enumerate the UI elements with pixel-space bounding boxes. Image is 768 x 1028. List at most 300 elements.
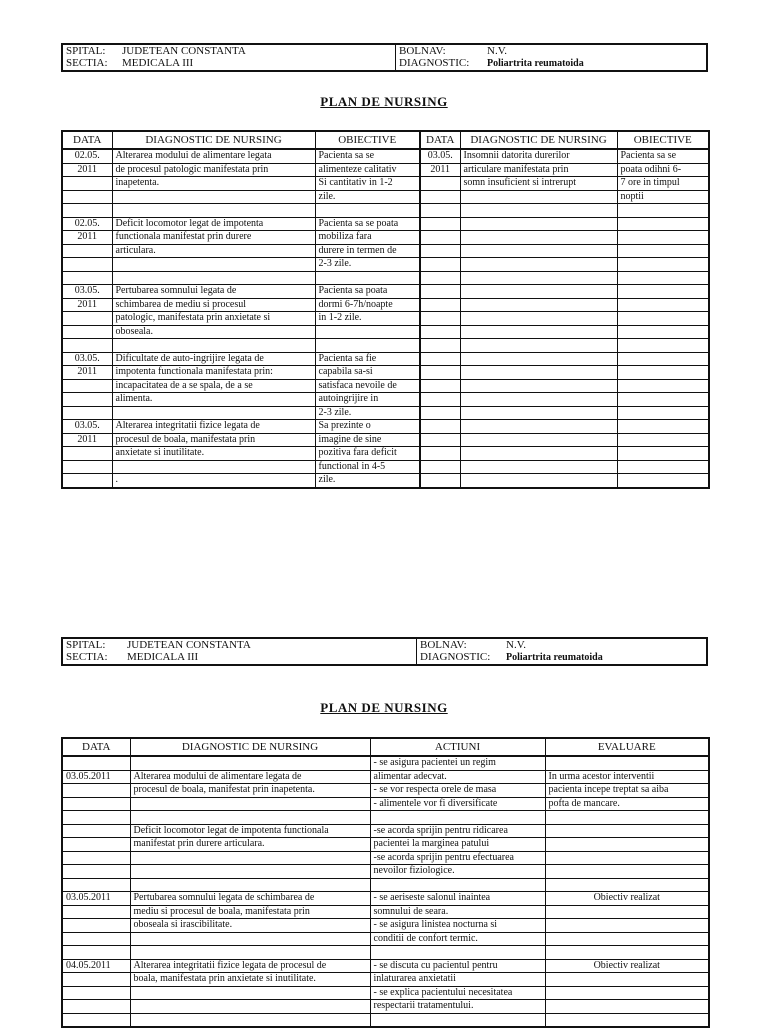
table-cell: 04.05.2011 xyxy=(62,959,130,973)
table-row xyxy=(62,946,709,960)
table-cell: procesul de boala, manifestat prin inapetenta. xyxy=(130,784,370,798)
table-cell xyxy=(545,824,709,838)
table-cell xyxy=(420,460,460,474)
table-row xyxy=(62,865,709,879)
column-header: OBIECTIVE xyxy=(617,131,709,149)
column-header: DIAGNOSTIC DE NURSING xyxy=(460,131,617,149)
table-cell xyxy=(545,851,709,865)
table-cell: Obiectiv realizat xyxy=(545,959,709,973)
table-cell xyxy=(130,865,370,879)
table-cell xyxy=(420,406,460,420)
table-cell xyxy=(62,460,112,474)
table-cell xyxy=(617,474,709,488)
table-row xyxy=(62,352,709,366)
table-cell xyxy=(62,919,130,933)
table-cell: Alterarea integritatii fizice legata de procesul de xyxy=(130,959,370,973)
table-cell xyxy=(420,312,460,326)
table-cell: - se discuta cu pacientul pentru xyxy=(370,959,545,973)
table-cell: inlaturarea anxietatii xyxy=(370,973,545,987)
table-cell: - alimentele vor fi diversificate xyxy=(370,797,545,811)
table-row xyxy=(62,298,709,312)
table-cell xyxy=(62,474,112,488)
hospital-label: SPITAL: xyxy=(66,639,106,651)
table-cell: satisfaca nevoile de xyxy=(315,379,420,393)
table-cell xyxy=(112,190,315,204)
table-cell xyxy=(460,325,617,339)
diagnosis-label: DIAGNOSTIC: xyxy=(396,57,485,71)
table-cell: autoingrijire in xyxy=(315,393,420,407)
header-box-2 xyxy=(61,637,708,666)
table-row xyxy=(62,770,709,784)
table-cell xyxy=(420,393,460,407)
table-cell xyxy=(460,285,617,299)
table-cell xyxy=(617,433,709,447)
table-cell xyxy=(62,784,130,798)
table-cell xyxy=(112,204,315,218)
table-cell xyxy=(62,1000,130,1014)
table-cell xyxy=(62,865,130,879)
table-cell: Obiectiv realizat xyxy=(545,892,709,906)
table-cell xyxy=(370,811,545,825)
table-cell xyxy=(420,217,460,231)
table-cell xyxy=(545,1013,709,1027)
table-cell xyxy=(617,217,709,231)
table-cell: pozitiva fara deficit xyxy=(315,447,420,461)
table-row xyxy=(62,393,709,407)
table-cell: somn insuficient si intrerupt xyxy=(460,177,617,191)
table-cell xyxy=(545,1000,709,1014)
table-cell: Deficit locomotor legat de impotenta functionala xyxy=(130,824,370,838)
table-cell xyxy=(370,878,545,892)
table-cell: 03.05. xyxy=(420,149,460,163)
table-cell xyxy=(62,339,112,353)
table-cell: 2011 xyxy=(62,433,112,447)
table-cell: 03.05.2011 xyxy=(62,892,130,906)
column-header: EVALUARE xyxy=(545,738,709,756)
table-row xyxy=(62,217,709,231)
table-cell xyxy=(130,986,370,1000)
table-cell: 03.05.2011 xyxy=(62,770,130,784)
table-cell xyxy=(130,1013,370,1027)
table-cell xyxy=(62,973,130,987)
table-cell: - se asigura linistea nocturna si xyxy=(370,919,545,933)
table-cell: 2011 xyxy=(62,298,112,312)
table-cell xyxy=(545,905,709,919)
table-cell: dormi 6-7h/noapte xyxy=(315,298,420,312)
section-value: MEDICALA III xyxy=(127,651,199,663)
table-cell xyxy=(315,204,420,218)
table-cell xyxy=(545,919,709,933)
table-cell xyxy=(420,271,460,285)
column-header: DATA xyxy=(62,738,130,756)
table-cell: Pacienta sa se xyxy=(315,149,420,163)
diagnosis-label: DIAGNOSTIC: xyxy=(417,651,504,665)
table-cell: -se acorda sprijin pentru efectuarea xyxy=(370,851,545,865)
table-cell xyxy=(62,312,112,326)
table-cell: de procesul patologic manifestata prin xyxy=(112,163,315,177)
table-row xyxy=(62,190,709,204)
table-cell xyxy=(420,352,460,366)
table-cell: -se acorda sprijin pentru ridicarea xyxy=(370,824,545,838)
table-row xyxy=(62,784,709,798)
table-cell xyxy=(460,312,617,326)
table-row xyxy=(62,811,709,825)
table-cell: functionala manifestat prin durere xyxy=(112,231,315,245)
table-cell xyxy=(62,271,112,285)
table-cell xyxy=(62,447,112,461)
header-box-1 xyxy=(61,43,708,72)
table-cell: functional in 4-5 xyxy=(315,460,420,474)
table-row xyxy=(62,339,709,353)
table-cell: Dificultate de auto-ingrijire legata de xyxy=(112,352,315,366)
table-cell xyxy=(62,878,130,892)
table-cell xyxy=(62,258,112,272)
plan-title: PLAN DE NURSING xyxy=(320,94,448,109)
table-cell: zile. xyxy=(315,474,420,488)
table-cell xyxy=(460,271,617,285)
table-cell: mediu si procesul de boala, manifestata prin xyxy=(130,905,370,919)
table-cell xyxy=(130,878,370,892)
table-cell xyxy=(370,946,545,960)
table-row xyxy=(62,919,709,933)
table-cell: 02.05. xyxy=(62,217,112,231)
table-cell: Pertubarea somnului legata de xyxy=(112,285,315,299)
table-row xyxy=(62,244,709,258)
table-cell xyxy=(617,312,709,326)
table-cell: - se aeriseste salonul inaintea xyxy=(370,892,545,906)
table-row xyxy=(62,905,709,919)
table-row xyxy=(62,851,709,865)
table-cell: pacientei la marginea patului xyxy=(370,838,545,852)
table-cell: procesul de boala, manifestata prin xyxy=(112,433,315,447)
table-cell xyxy=(420,325,460,339)
table-cell xyxy=(130,946,370,960)
table-cell xyxy=(460,298,617,312)
section-label: SECTIA: xyxy=(66,651,108,663)
table-cell xyxy=(130,811,370,825)
table-cell xyxy=(112,460,315,474)
table-cell: noptii xyxy=(617,190,709,204)
table-cell xyxy=(420,433,460,447)
table-cell xyxy=(62,932,130,946)
table-cell xyxy=(460,217,617,231)
table-cell: mobiliza fara xyxy=(315,231,420,245)
table-cell: Pertubarea somnului legata de schimbarea de xyxy=(130,892,370,906)
table-row xyxy=(62,149,709,163)
table-cell: 2-3 zile. xyxy=(315,258,420,272)
table-cell: capabila sa-si xyxy=(315,366,420,380)
table-cell xyxy=(617,325,709,339)
table-cell: - se vor respecta orele de masa xyxy=(370,784,545,798)
column-header: OBIECTIVE xyxy=(315,131,420,149)
table-cell xyxy=(420,298,460,312)
table-cell: Pacienta sa poata xyxy=(315,285,420,299)
table-cell xyxy=(617,258,709,272)
table-row xyxy=(62,986,709,1000)
table-cell xyxy=(62,756,130,770)
table-cell xyxy=(420,244,460,258)
diagnosis-value: Poliartrita reumatoida xyxy=(506,652,603,663)
table-cell xyxy=(617,406,709,420)
table-cell xyxy=(315,271,420,285)
table-cell: 2011 xyxy=(420,163,460,177)
table-row xyxy=(62,204,709,218)
table-cell xyxy=(460,190,617,204)
patient-label: BOLNAV: xyxy=(417,638,504,651)
table-row xyxy=(62,447,709,461)
hospital-value: JUDETEAN CONSTANTA xyxy=(127,639,251,651)
table-row xyxy=(62,756,709,770)
patient-label: BOLNAV: xyxy=(396,44,485,57)
table-cell xyxy=(62,824,130,838)
table-cell: Si cantitativ in 1-2 xyxy=(315,177,420,191)
column-header: DATA xyxy=(62,131,112,149)
table-cell xyxy=(460,379,617,393)
table-cell xyxy=(460,352,617,366)
table-cell: nevoilor fiziologice. xyxy=(370,865,545,879)
table-cell xyxy=(617,420,709,434)
table-cell xyxy=(617,339,709,353)
table-cell xyxy=(62,905,130,919)
patient-value: N.V. xyxy=(506,639,526,651)
table-cell xyxy=(617,271,709,285)
table-row xyxy=(62,973,709,987)
table-row xyxy=(62,797,709,811)
table-cell xyxy=(617,379,709,393)
table-cell: impotenta functionala manifestata prin: xyxy=(112,366,315,380)
nursing-plan-table-objectives xyxy=(61,130,710,489)
table-cell xyxy=(617,285,709,299)
table-cell: 03.05. xyxy=(62,420,112,434)
table-row xyxy=(62,932,709,946)
table-row xyxy=(62,231,709,245)
table-cell: Alterarea modului de alimentare legata xyxy=(112,149,315,163)
table-cell xyxy=(460,433,617,447)
table-row xyxy=(62,460,709,474)
table-cell xyxy=(315,325,420,339)
column-header: DATA xyxy=(420,131,460,149)
table-row xyxy=(62,1000,709,1014)
table-cell: conditii de confort termic. xyxy=(370,932,545,946)
table-cell xyxy=(420,285,460,299)
table-row xyxy=(62,366,709,380)
table-cell: 2011 xyxy=(62,366,112,380)
table-cell xyxy=(460,244,617,258)
table-cell: 2011 xyxy=(62,163,112,177)
table-cell: oboseala si irascibilitate. xyxy=(130,919,370,933)
table-cell xyxy=(112,406,315,420)
table-cell xyxy=(617,231,709,245)
table-cell: Pacienta sa se xyxy=(617,149,709,163)
table-cell: Insomnii datorita durerilor xyxy=(460,149,617,163)
table-cell: - se asigura pacientei un regim xyxy=(370,756,545,770)
table-row xyxy=(62,474,709,488)
table-cell xyxy=(460,393,617,407)
table-cell xyxy=(545,756,709,770)
table-cell xyxy=(420,447,460,461)
table-row xyxy=(62,433,709,447)
table-cell: 03.05. xyxy=(62,285,112,299)
table-cell xyxy=(617,244,709,258)
table-cell xyxy=(112,271,315,285)
table-row xyxy=(62,312,709,326)
table-row xyxy=(62,258,709,272)
table-cell xyxy=(62,244,112,258)
table-cell: oboseala. xyxy=(112,325,315,339)
table-cell: Sa prezinte o xyxy=(315,420,420,434)
table-cell: poata odihni 6- xyxy=(617,163,709,177)
table-row xyxy=(62,878,709,892)
table-cell xyxy=(130,756,370,770)
table-cell xyxy=(62,811,130,825)
table-cell: 2-3 zile. xyxy=(315,406,420,420)
table-cell xyxy=(420,379,460,393)
table-cell: - se explica pacientului necesitatea xyxy=(370,986,545,1000)
table-cell: articulara. xyxy=(112,244,315,258)
table-cell xyxy=(62,797,130,811)
table-cell xyxy=(460,339,617,353)
table-cell xyxy=(545,865,709,879)
table-cell: In urma acestor interventii xyxy=(545,770,709,784)
table-cell xyxy=(130,797,370,811)
table-cell xyxy=(460,474,617,488)
table-cell: imagine de sine xyxy=(315,433,420,447)
table-cell xyxy=(420,177,460,191)
table-cell xyxy=(460,231,617,245)
plan-title: PLAN DE NURSING xyxy=(320,700,448,715)
table-cell: in 1-2 zile. xyxy=(315,312,420,326)
table-cell xyxy=(62,204,112,218)
table-cell xyxy=(112,258,315,272)
table-row xyxy=(62,406,709,420)
table-cell: Deficit locomotor legat de impotenta xyxy=(112,217,315,231)
table-cell: pofta de mancare. xyxy=(545,797,709,811)
table-cell: durere in termen de xyxy=(315,244,420,258)
table-cell xyxy=(460,406,617,420)
table-row xyxy=(62,824,709,838)
table-cell xyxy=(112,339,315,353)
table-cell xyxy=(617,366,709,380)
table-cell: 03.05. xyxy=(62,352,112,366)
table-cell: incapacitatea de a se spala, de a se xyxy=(112,379,315,393)
table-cell: Pacienta sa fie xyxy=(315,352,420,366)
table-cell: Pacienta sa se poata xyxy=(315,217,420,231)
table-cell: Alterarea integritatii fizice legata de xyxy=(112,420,315,434)
table-cell xyxy=(62,851,130,865)
hospital-label: SPITAL: xyxy=(66,45,106,57)
table-cell xyxy=(62,177,112,191)
table-cell xyxy=(420,339,460,353)
table-cell xyxy=(420,474,460,488)
table-row xyxy=(62,177,709,191)
table-cell: patologic, manifestata prin anxietate si xyxy=(112,312,315,326)
table-cell xyxy=(617,460,709,474)
table-cell xyxy=(460,366,617,380)
table-cell: schimbarea de mediu si procesul xyxy=(112,298,315,312)
table-cell xyxy=(545,946,709,960)
table-row xyxy=(62,379,709,393)
table-cell xyxy=(545,932,709,946)
table-cell xyxy=(62,838,130,852)
table-cell xyxy=(315,339,420,353)
table-cell xyxy=(62,393,112,407)
table-cell xyxy=(130,932,370,946)
table-row xyxy=(62,325,709,339)
hospital-value: JUDETEAN CONSTANTA xyxy=(122,45,246,57)
table-row xyxy=(62,1013,709,1027)
table-cell xyxy=(420,190,460,204)
table-cell xyxy=(460,204,617,218)
table-cell xyxy=(62,1013,130,1027)
table-cell xyxy=(62,406,112,420)
nursing-plan-table-actions xyxy=(61,737,710,1028)
table-cell xyxy=(617,447,709,461)
section-label: SECTIA: xyxy=(66,57,108,69)
table-row xyxy=(62,959,709,973)
column-header: ACTIUNI xyxy=(370,738,545,756)
table-cell xyxy=(130,851,370,865)
table-cell: boala, manifestata prin anxietate si inutilitate. xyxy=(130,973,370,987)
table-cell: alimentar adecvat. xyxy=(370,770,545,784)
table-row xyxy=(62,163,709,177)
table-row xyxy=(62,271,709,285)
table-cell xyxy=(420,231,460,245)
table-cell xyxy=(130,1000,370,1014)
table-cell: anxietate si inutilitate. xyxy=(112,447,315,461)
table-cell xyxy=(460,420,617,434)
table-cell xyxy=(420,420,460,434)
table-cell xyxy=(460,460,617,474)
table-cell: . xyxy=(112,474,315,488)
table-cell: pacienta incepe treptat sa aiba xyxy=(545,784,709,798)
table-cell: Alterarea modului de alimentare legata de xyxy=(130,770,370,784)
table-cell xyxy=(420,366,460,380)
table-cell xyxy=(545,811,709,825)
table-cell xyxy=(62,946,130,960)
table-cell xyxy=(460,258,617,272)
table-cell xyxy=(617,204,709,218)
table-cell: articulare manifestata prin xyxy=(460,163,617,177)
table-cell xyxy=(545,986,709,1000)
table-cell: 02.05. xyxy=(62,149,112,163)
table-cell xyxy=(460,447,617,461)
table-cell xyxy=(62,986,130,1000)
table-cell: alimenteze calitativ xyxy=(315,163,420,177)
table-cell xyxy=(62,379,112,393)
table-cell xyxy=(545,973,709,987)
section-value: MEDICALA III xyxy=(122,57,194,69)
table-row xyxy=(62,838,709,852)
table-cell xyxy=(617,352,709,366)
table-cell: 2011 xyxy=(62,231,112,245)
table-cell xyxy=(617,393,709,407)
patient-value: N.V. xyxy=(487,45,507,57)
table-cell: inapetenta. xyxy=(112,177,315,191)
table-cell: zile. xyxy=(315,190,420,204)
table-cell xyxy=(62,190,112,204)
column-header: DIAGNOSTIC DE NURSING xyxy=(130,738,370,756)
table-cell xyxy=(617,298,709,312)
table-cell xyxy=(545,878,709,892)
diagnosis-value: Poliartrita reumatoida xyxy=(487,58,584,69)
table-cell: manifestat prin durere articulara. xyxy=(130,838,370,852)
table-cell xyxy=(370,1013,545,1027)
table-row xyxy=(62,420,709,434)
table-cell xyxy=(420,204,460,218)
table-row xyxy=(62,892,709,906)
table-cell xyxy=(545,838,709,852)
column-header: DIAGNOSTIC DE NURSING xyxy=(112,131,315,149)
